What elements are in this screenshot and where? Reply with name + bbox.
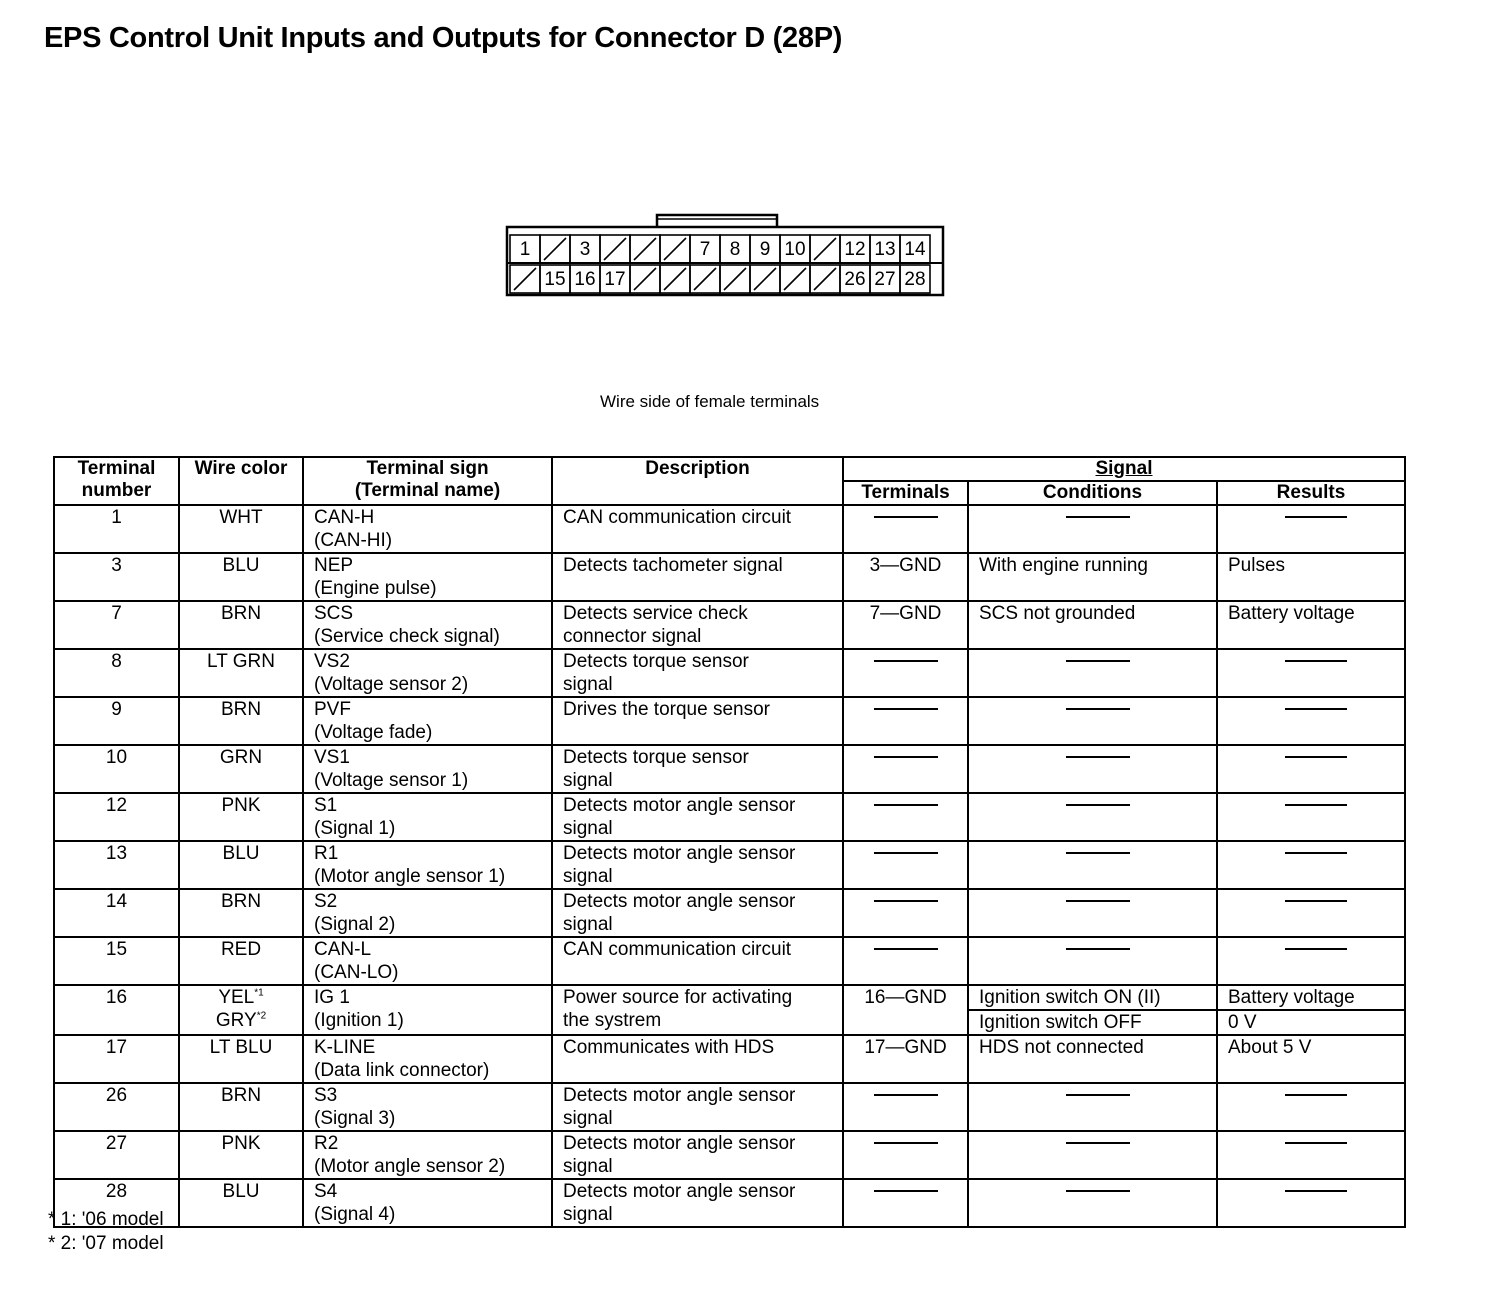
signal-conditions-cell	[968, 649, 1217, 697]
signal-results-cell	[1217, 1131, 1405, 1179]
signal-terminals-cell	[843, 505, 968, 553]
signal-results-cell	[1217, 793, 1405, 841]
terminal-sign-cell: R2 (Motor angle sensor 2)	[303, 1131, 552, 1179]
signal-terminals-cell: 7—GND	[843, 601, 968, 649]
signal-results-cell	[1217, 841, 1405, 889]
description-cell: Communicates with HDS	[552, 1035, 843, 1083]
signal-conditions-cell	[968, 793, 1217, 841]
terminal-pin-label: 7	[699, 239, 711, 260]
terminal-pin-label: 12	[844, 239, 866, 260]
signal-conditions-cell	[968, 1179, 1217, 1227]
terminal-sign-cell: PVF (Voltage fade)	[303, 697, 552, 745]
terminal-sign-cell: VS2 (Voltage sensor 2)	[303, 649, 552, 697]
terminal-number-cell: 9	[54, 697, 179, 745]
terminal-sign-cell: SCS (Service check signal)	[303, 601, 552, 649]
table-row	[54, 793, 1405, 841]
table-row	[54, 745, 1405, 793]
signal-conditions-cell	[968, 937, 1217, 985]
description-cell: Detects motor angle sensor signal	[552, 889, 843, 937]
empty-dash	[874, 852, 938, 854]
terminal-number-cell: 16	[54, 985, 179, 1035]
signal-conditions-cell	[968, 889, 1217, 937]
unused-terminal-slash	[634, 238, 656, 260]
empty-dash	[1285, 1142, 1347, 1144]
description-cell: Detects motor angle sensor signal	[552, 1131, 843, 1179]
terminal-number-cell: 3	[54, 553, 179, 601]
table-row	[54, 937, 1405, 985]
wire-color-cell: BRN	[179, 889, 303, 937]
terminal-number-cell: 8	[54, 649, 179, 697]
wire-color-cell: PNK	[179, 793, 303, 841]
terminal-pin-label: 16	[574, 269, 596, 290]
terminal-number-cell: 13	[54, 841, 179, 889]
wire-color-cell: BLU	[179, 1179, 303, 1227]
terminal-pin-label: 8	[729, 239, 741, 260]
empty-dash	[1066, 756, 1130, 758]
wire-color-cell: BLU	[179, 553, 303, 601]
terminal-pin-label: 28	[904, 269, 926, 290]
terminal-sign-cell: NEP (Engine pulse)	[303, 553, 552, 601]
empty-dash	[1285, 1190, 1347, 1192]
empty-dash	[874, 804, 938, 806]
unused-terminal-slash	[694, 268, 716, 290]
empty-dash	[874, 1094, 938, 1096]
table-row	[54, 985, 1405, 1035]
unused-terminal-slash	[814, 238, 836, 260]
terminal-number-cell: 26	[54, 1083, 179, 1131]
empty-dash	[874, 900, 938, 902]
terminal-sign-cell: VS1 (Voltage sensor 1)	[303, 745, 552, 793]
description-cell: Detects motor angle sensor signal	[552, 1179, 843, 1227]
description-cell: Detects torque sensor signal	[552, 745, 843, 793]
signal-terminals-cell	[843, 793, 968, 841]
unused-terminal-slash	[754, 268, 776, 290]
signal-conditions-cell: SCS not grounded	[968, 601, 1217, 649]
table-row	[54, 505, 1405, 553]
unused-terminal-slash	[514, 268, 536, 290]
empty-dash	[1066, 1094, 1130, 1096]
signal-conditions-cell	[968, 1131, 1217, 1179]
signal-results-cell	[1217, 889, 1405, 937]
signal-results-cell	[1217, 1179, 1405, 1227]
empty-dash	[1285, 948, 1347, 950]
terminal-sign-cell: S3 (Signal 3)	[303, 1083, 552, 1131]
terminal-pin-label: 27	[874, 269, 896, 290]
signal-conditions-cell	[968, 841, 1217, 889]
signal-terminals-cell	[843, 649, 968, 697]
table-row	[54, 1083, 1405, 1131]
empty-dash	[1066, 1190, 1130, 1192]
signal-results-cell: Battery voltage	[1217, 601, 1405, 649]
terminal-sign-cell: S2 (Signal 2)	[303, 889, 552, 937]
empty-dash	[1066, 900, 1130, 902]
terminal-pin-label: 1	[519, 239, 531, 260]
empty-dash	[874, 516, 938, 518]
description-cell: CAN communication circuit	[552, 505, 843, 553]
terminal-pin-label: 10	[784, 239, 806, 260]
terminal-pin-label: 14	[904, 239, 926, 260]
header-signal: Signal	[843, 457, 1405, 481]
signal-terminals-cell: 16—GND	[843, 985, 968, 1035]
signal-terminals-cell	[843, 745, 968, 793]
table-row	[54, 1131, 1405, 1179]
page-title: EPS Control Unit Inputs and Outputs for Connector D (28P)	[44, 22, 843, 54]
signal-terminals-cell	[843, 1131, 968, 1179]
empty-dash	[874, 756, 938, 758]
table-row	[54, 1035, 1405, 1083]
table-row	[54, 1179, 1405, 1227]
table-row	[54, 697, 1405, 745]
signal-results-cell	[1217, 745, 1405, 793]
signal-conditions-cell: With engine running	[968, 553, 1217, 601]
empty-dash	[1066, 804, 1130, 806]
signal-results-cell	[1217, 937, 1405, 985]
terminal-sign-cell: S1 (Signal 1)	[303, 793, 552, 841]
wire-color-cell: BRN	[179, 1083, 303, 1131]
connector-caption: Wire side of female terminals	[600, 392, 820, 411]
signal-results-cell	[1217, 505, 1405, 553]
signal-conditions-cell	[968, 1083, 1217, 1131]
signal-terminals-cell	[843, 841, 968, 889]
empty-dash	[874, 948, 938, 950]
empty-dash	[1285, 900, 1347, 902]
signal-results-cell	[1217, 649, 1405, 697]
header-terminal-number: Terminal number	[54, 457, 179, 505]
footnotes	[48, 1208, 164, 1256]
terminal-number-cell: 27	[54, 1131, 179, 1179]
description-cell: CAN communication circuit	[552, 937, 843, 985]
signal-terminals-cell	[843, 1179, 968, 1227]
signal-conditions-cell: HDS not connected	[968, 1035, 1217, 1083]
wire-color-cell: BRN	[179, 697, 303, 745]
empty-dash	[1285, 708, 1347, 710]
empty-dash	[874, 660, 938, 662]
signal-conditions-cell	[968, 697, 1217, 745]
signal-terminals-cell: 3—GND	[843, 553, 968, 601]
description-cell: Detects motor angle sensor signal	[552, 793, 843, 841]
unused-terminal-slash	[664, 268, 686, 290]
wire-color-cell: GRN	[179, 745, 303, 793]
unused-terminal-slash	[784, 268, 806, 290]
terminal-number-cell: 17	[54, 1035, 179, 1083]
terminal-number-cell: 1	[54, 505, 179, 553]
wire-color-cell: BLU	[179, 841, 303, 889]
header-terminals: Terminals	[843, 481, 968, 505]
empty-dash	[874, 708, 938, 710]
terminal-pin-label: 13	[874, 239, 896, 260]
wire-color-cell: LT BLU	[179, 1035, 303, 1083]
signal-conditions-cell	[968, 505, 1217, 553]
footnote-1: * 1: '06 model	[48, 1209, 164, 1230]
unused-terminal-slash	[544, 238, 566, 260]
footnote-2: * 2: '07 model	[48, 1233, 164, 1254]
header-results: Results	[1217, 481, 1405, 505]
header-wire-color: Wire color	[179, 457, 303, 505]
connector-latch	[657, 215, 777, 227]
signal-results-cell: About 5 V	[1217, 1035, 1405, 1083]
terminal-pin-label: 26	[844, 269, 866, 290]
terminal-number-cell: 12	[54, 793, 179, 841]
signal-results-cell: Pulses	[1217, 553, 1405, 601]
signal-terminals-cell	[843, 937, 968, 985]
empty-dash	[1066, 516, 1130, 518]
empty-dash	[1285, 804, 1347, 806]
empty-dash	[1066, 852, 1130, 854]
empty-dash	[874, 1142, 938, 1144]
terminal-sign-cell: R1 (Motor angle sensor 1)	[303, 841, 552, 889]
terminal-number-cell: 7	[54, 601, 179, 649]
description-cell: Detects motor angle sensor signal	[552, 1083, 843, 1131]
table-row	[54, 553, 1405, 601]
empty-dash	[1066, 660, 1130, 662]
wire-color-cell: RED	[179, 937, 303, 985]
unused-terminal-slash	[664, 238, 686, 260]
empty-dash	[1066, 708, 1130, 710]
connector-diagram	[505, 213, 945, 297]
wire-color-cell: WHT	[179, 505, 303, 553]
terminal-sign-cell: K-LINE (Data link connector)	[303, 1035, 552, 1083]
terminal-pin-label: 17	[604, 269, 626, 290]
empty-dash	[1066, 1142, 1130, 1144]
signal-results-cell	[1217, 1083, 1405, 1131]
description-cell: Detects motor angle sensor signal	[552, 841, 843, 889]
terminal-number-cell: 14	[54, 889, 179, 937]
description-cell: Detects service check connector signal	[552, 601, 843, 649]
signal-conditions-cell	[968, 745, 1217, 793]
description-cell: Detects tachometer signal	[552, 553, 843, 601]
header-description: Description	[552, 457, 843, 505]
empty-dash	[1285, 1094, 1347, 1096]
signal-terminals-cell	[843, 697, 968, 745]
unused-terminal-slash	[634, 268, 656, 290]
header-terminal-sign: Terminal sign (Terminal name)	[303, 457, 552, 505]
unused-terminal-slash	[724, 268, 746, 290]
table-row	[54, 889, 1405, 937]
signal-results-cell: Battery voltage 0 V	[1217, 985, 1405, 1035]
terminal-sign-cell: IG 1 (Ignition 1)	[303, 985, 552, 1035]
terminal-sign-cell: CAN-H (CAN-HI)	[303, 505, 552, 553]
terminal-number-cell: 28	[54, 1179, 179, 1227]
empty-dash	[1285, 756, 1347, 758]
signal-terminals-cell	[843, 1083, 968, 1131]
terminal-pin-label: 9	[759, 239, 771, 260]
terminal-sign-cell: S4 (Signal 4)	[303, 1179, 552, 1227]
wire-color-cell: BRN	[179, 601, 303, 649]
table-row	[54, 841, 1405, 889]
description-cell: Power source for activating the systrem	[552, 985, 843, 1035]
description-cell: Drives the torque sensor	[552, 697, 843, 745]
wire-color-cell: PNK	[179, 1131, 303, 1179]
header-conditions: Conditions	[968, 481, 1217, 505]
signal-terminals-cell: 17—GND	[843, 1035, 968, 1083]
unused-terminal-slash	[604, 238, 626, 260]
empty-dash	[1285, 660, 1347, 662]
signal-terminals-cell	[843, 889, 968, 937]
description-cell: Detects torque sensor signal	[552, 649, 843, 697]
wire-color-cell: LT GRN	[179, 649, 303, 697]
table-row	[54, 601, 1405, 649]
empty-dash	[1285, 516, 1347, 518]
wire-color-cell: YEL$^{*1}$ GRY$^{*2}$	[179, 985, 303, 1035]
terminal-pin-label: 3	[579, 239, 591, 260]
terminal-sign-cell: CAN-L (CAN-LO)	[303, 937, 552, 985]
terminal-pin-label: 15	[544, 269, 566, 290]
terminal-number-cell: 15	[54, 937, 179, 985]
signal-results-cell	[1217, 697, 1405, 745]
terminal-number-cell: 10	[54, 745, 179, 793]
unused-terminal-slash	[814, 268, 836, 290]
io-table	[53, 456, 1406, 1228]
signal-conditions-cell: Ignition switch ON (II) Ignition switch OFF	[968, 985, 1217, 1035]
empty-dash	[1066, 948, 1130, 950]
table-row	[54, 649, 1405, 697]
empty-dash	[874, 1190, 938, 1192]
empty-dash	[1285, 852, 1347, 854]
